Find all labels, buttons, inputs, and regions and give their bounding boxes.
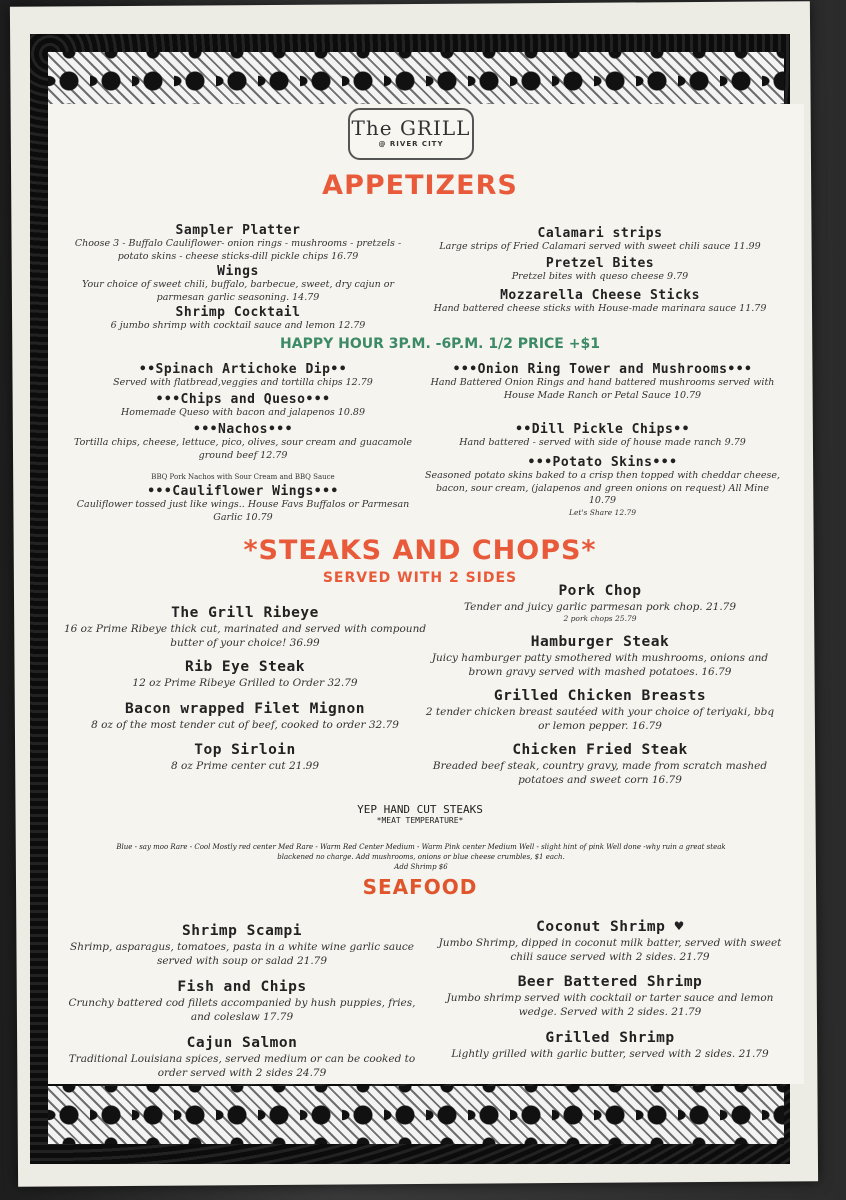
- item-desc: Your choice of sweet chili, buffalo, barbecue, sweet, dry cajun or parmesan garlic seasoning. 14.79: [82, 279, 394, 303]
- item-desc: 8 oz Prime center cut 21.99: [170, 760, 320, 772]
- item-name: Grilled Chicken Breasts: [493, 688, 707, 704]
- menu-item: [420, 687, 780, 733]
- heart-icon: ♥: [674, 919, 684, 935]
- menu-item: [68, 392, 418, 420]
- item-extra: 2 pork chops 25.79: [563, 614, 637, 623]
- temperature-guide: [62, 842, 780, 872]
- item-desc: Hand battered cheese sticks with House-made marinara sauce 11.79: [433, 303, 767, 314]
- item-name: •••Onion Ring Tower and Mushrooms•••: [452, 362, 753, 377]
- happy-hour-banner: HAPPY HOUR 3P.M. -6P.M. 1/2 PRICE +$1: [280, 336, 600, 352]
- item-name: Bacon wrapped Filet Mignon: [125, 701, 365, 717]
- item-desc: Juicy hamburger patty smothered with mushrooms, onions and brown gravy served with mashed potatoes. 16.79: [431, 652, 769, 678]
- menu-item: [62, 922, 422, 968]
- item-name: •••Chips and Queso•••: [155, 392, 331, 407]
- item-desc: Cauliflower tossed just like wings.. House Favs Buffalos or Parmesan Garlic 10.79: [76, 499, 410, 523]
- item-name: Fish and Chips: [177, 979, 307, 995]
- item-desc: Jumbo Shrimp, dipped in coconut milk batter, served with sweet chili sauce served with 2 sides. 21.79: [438, 937, 782, 963]
- item-name: Shrimp Cocktail: [175, 305, 301, 320]
- menu-item: [430, 918, 790, 964]
- menu-item: [62, 1034, 422, 1080]
- item-desc: Breaded beef steak, country gravy, made from scratch mashed potatoes and sweet corn 16.79: [432, 760, 768, 786]
- item-desc: 6 jumbo shrimp with cocktail sauce and lemon 12.79: [110, 320, 366, 331]
- menu-item: [68, 484, 418, 524]
- item-desc: Homemade Queso with bacon and jalapenos 10.89: [120, 407, 366, 418]
- item-name-row: [430, 918, 790, 936]
- item-desc: Hand battered - served with side of house made ranch 9.79: [459, 437, 746, 448]
- menu-item: [68, 223, 408, 263]
- item-name: Sampler Platter: [175, 223, 301, 238]
- menu-item: [420, 633, 780, 679]
- item-desc: Jumbo shrimp served with cocktail or tarter sauce and lemon wedge. Served with 2 sides. 21.79: [446, 992, 774, 1018]
- appetizers-heading: APPETIZERS: [322, 170, 518, 201]
- hand-cut-title: YEP HAND CUT STEAKS: [357, 803, 483, 816]
- menu-item: [60, 741, 430, 773]
- steaks-subheading: SERVED WITH 2 SIDES: [322, 570, 518, 586]
- item-name: Hamburger Steak: [530, 634, 670, 650]
- menu-item: [420, 582, 780, 624]
- menu-item: [425, 256, 775, 284]
- item-name: Rib Eye Steak: [185, 659, 305, 675]
- item-name: Top Sirloin: [194, 742, 296, 758]
- item-extra: Let's Share 12.79: [568, 507, 637, 517]
- item-desc: Tortilla chips, cheese, lettuce, pico, olives, sour cream and guacamole ground beef 12.79: [73, 437, 413, 461]
- temperature-addons: blackened no charge. Add mushrooms, onions or blue cheese crumbles, $1 each.: [277, 853, 565, 861]
- item-desc: Lightly grilled with garlic butter, served with 2 sides. 21.79: [451, 1048, 769, 1060]
- menu-item: [425, 455, 780, 518]
- menu-item: [430, 973, 790, 1019]
- item-desc: Shrimp, asparagus, tomatoes, pasta in a white wine garlic sauce served with soup or salad 21.79: [70, 941, 414, 967]
- menu-item: [425, 288, 775, 316]
- menu-item: [68, 264, 408, 304]
- item-name: Wings: [217, 264, 259, 279]
- hand-cut-steaks-note: [250, 803, 590, 825]
- menu-item: [62, 978, 422, 1024]
- item-desc: Served with flatbread,veggies and tortilla chips 12.79: [113, 377, 373, 388]
- steaks-heading: *STEAKS AND CHOPS*: [243, 535, 597, 566]
- item-desc: Choose 3 - Buffalo Cauliflower- onion rings - mushrooms - pretzels - potato skins - cheese sticks-dill pickle chips 16.79: [74, 238, 402, 262]
- item-name: Pork Chop: [558, 583, 642, 599]
- menu-item: [68, 362, 418, 390]
- menu-item: [425, 226, 775, 254]
- item-desc: Seasoned potato skins baked to a crisp then topped with cheddar cheese, bacon, sour cream, (jalapenos and green onions on request) All Mine 10.79: [425, 470, 780, 506]
- menu-item: [425, 362, 780, 402]
- logo-sub-text: @ RIVER CITY: [378, 140, 444, 148]
- item-desc: Hand Battered Onion Rings and hand battered mushrooms served with House Made Ranch or Petal Sauce 10.79: [430, 377, 775, 401]
- item-desc: 8 oz of the most tender cut of beef, cooked to order 32.79: [91, 719, 399, 731]
- item-desc: Tender and juicy garlic parmesan pork chop. 21.79: [463, 601, 737, 613]
- item-desc: Crunchy battered cod fillets accompanied by hush puppies, fries, and coleslaw 17.79: [68, 997, 416, 1023]
- item-name: Calamari strips: [537, 226, 663, 241]
- item-desc: Large strips of Fried Calamari served with sweet chili sauce 11.99: [439, 241, 761, 252]
- menu-item: [60, 604, 430, 650]
- item-name: Shrimp Scampi: [182, 923, 302, 939]
- item-name: The Grill Ribeye: [171, 605, 319, 621]
- menu-item: [430, 1029, 790, 1061]
- bbq-nachos-note: BBQ Pork Nachos with Sour Cream and BBQ Sauce: [151, 473, 335, 481]
- item-desc: 2 tender chicken breast sautéed with your choice of teriyaki, bbq or lemon pepper. 16.79: [425, 706, 775, 732]
- item-name: Beer Battered Shrimp: [517, 974, 703, 990]
- menu-item: [420, 741, 780, 787]
- item-name: •••Potato Skins•••: [527, 455, 678, 470]
- menu-item: [60, 700, 430, 732]
- temperature-list: Blue - say moo Rare - Cool Mostly red center Med Rare - Warm Red Center Medium - Warm Pink center Medium Well - slight hint of pink Well done -why ruin a great steak: [116, 843, 726, 851]
- item-name: •••Cauliflower Wings•••: [147, 484, 339, 499]
- meat-temperature-label: *MEAT TEMPERATURE*: [376, 816, 464, 825]
- menu-item: [68, 305, 408, 333]
- item-desc: Traditional Louisiana spices, served medium or can be cooked to order served with 2 sides 24.79: [68, 1053, 416, 1079]
- item-desc: 12 oz Prime Ribeye Grilled to Order 32.79: [132, 677, 358, 689]
- logo-main-text: The GRILL: [351, 116, 471, 140]
- add-shrimp-note: Add Shrimp $6: [394, 863, 448, 871]
- item-name: Mozzarella Cheese Sticks: [500, 288, 700, 303]
- item-name: Grilled Shrimp: [545, 1030, 675, 1046]
- item-name: ••Dill Pickle Chips••: [515, 422, 690, 437]
- menu-item: [60, 658, 430, 690]
- menu-item: [425, 422, 780, 450]
- damask-border-bottom: [48, 1086, 784, 1144]
- item-name: Chicken Fried Steak: [512, 742, 688, 758]
- damask-border-top: [48, 52, 784, 110]
- item-name: Coconut Shrimp: [536, 919, 666, 935]
- item-name: ••Spinach Artichoke Dip••: [138, 362, 348, 377]
- restaurant-logo: [348, 108, 474, 160]
- item-name: Cajun Salmon: [186, 1035, 298, 1051]
- item-name: •••Nachos•••: [193, 422, 293, 437]
- item-desc: 16 oz Prime Ribeye thick cut, marinated and served with compound butter of your choice! 36.99: [63, 623, 427, 649]
- menu-item: [68, 422, 418, 462]
- item-desc: Pretzel bites with queso cheese 9.79: [511, 271, 689, 282]
- seafood-heading: SEAFOOD: [362, 875, 478, 899]
- item-name: Pretzel Bites: [545, 256, 655, 271]
